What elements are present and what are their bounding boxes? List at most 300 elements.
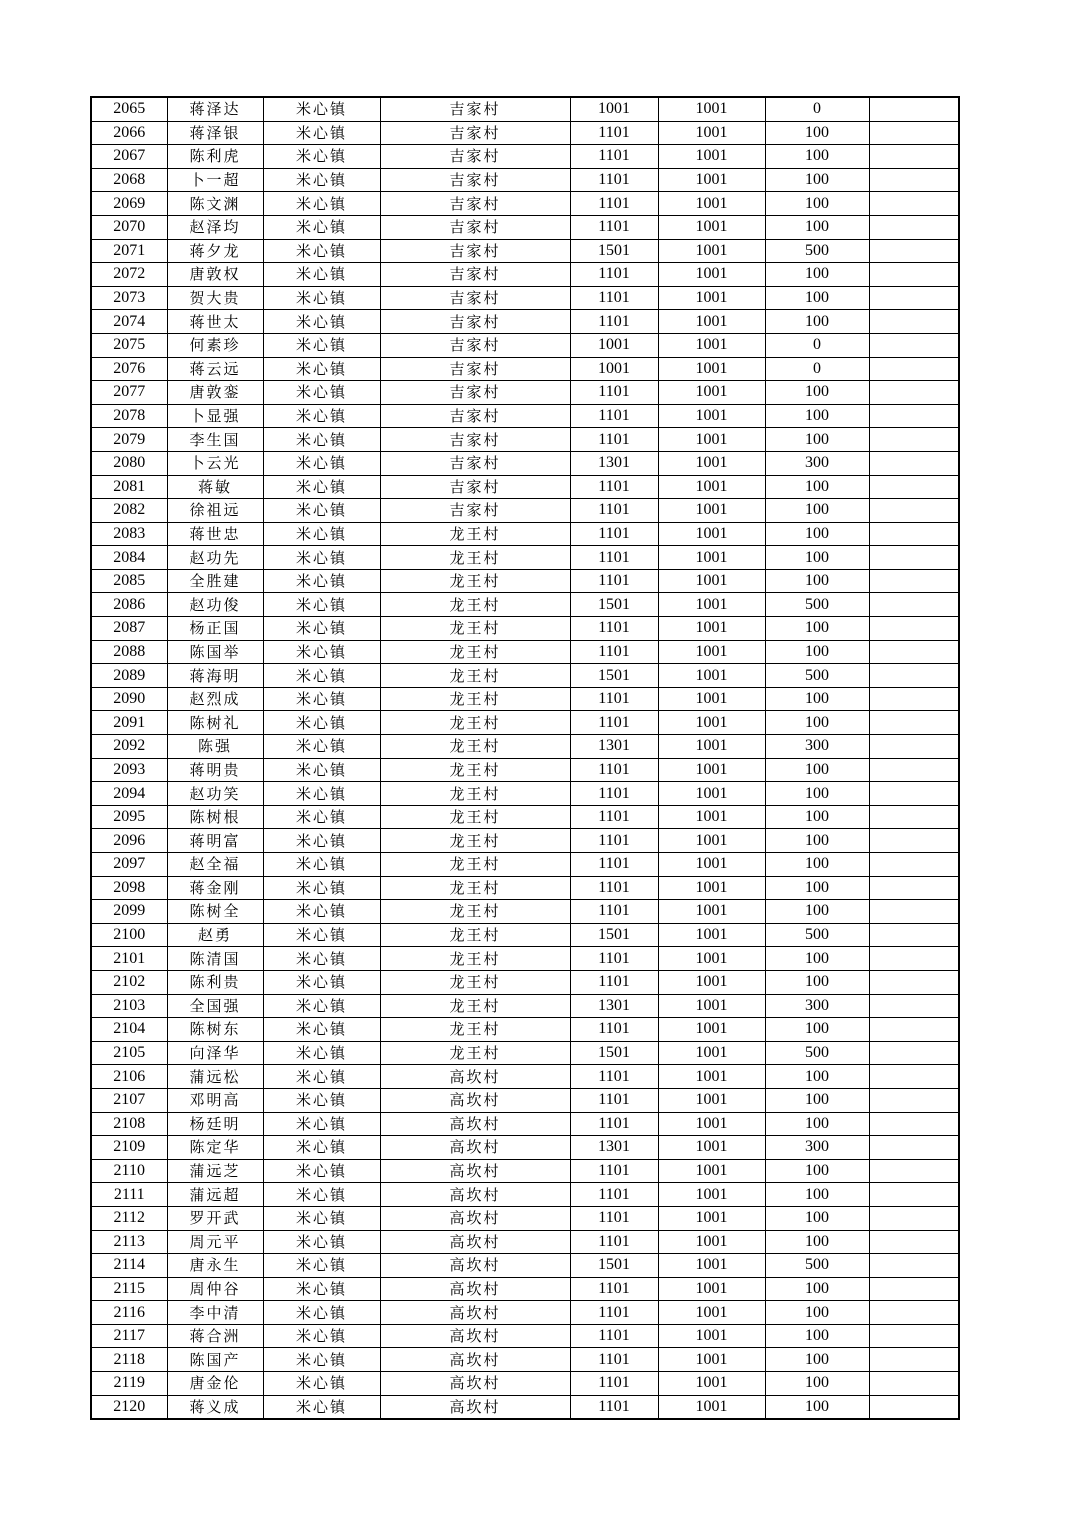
name-cell: 卜一超 bbox=[167, 168, 263, 192]
row-number-cell: 2098 bbox=[91, 876, 167, 900]
row-number-cell: 2119 bbox=[91, 1372, 167, 1396]
table-row bbox=[91, 1018, 959, 1042]
table-row bbox=[91, 451, 959, 475]
amount-cell: 300 bbox=[765, 994, 869, 1018]
table-row bbox=[91, 381, 959, 405]
value-b-cell: 1001 bbox=[658, 546, 765, 570]
value-b-cell: 1001 bbox=[658, 357, 765, 381]
row-number-cell: 2118 bbox=[91, 1348, 167, 1372]
table-row bbox=[91, 687, 959, 711]
village-cell: 高坎村 bbox=[380, 1348, 570, 1372]
table-row bbox=[91, 711, 959, 735]
name-cell: 赵功先 bbox=[167, 546, 263, 570]
town-cell: 米心镇 bbox=[263, 1041, 380, 1065]
row-number-cell: 2095 bbox=[91, 805, 167, 829]
note-cell bbox=[869, 640, 959, 664]
village-cell: 吉家村 bbox=[380, 451, 570, 475]
table-row bbox=[91, 522, 959, 546]
amount-cell: 100 bbox=[765, 145, 869, 169]
town-cell: 米心镇 bbox=[263, 263, 380, 287]
name-cell: 陈国举 bbox=[167, 640, 263, 664]
name-cell: 陈强 bbox=[167, 735, 263, 759]
town-cell: 米心镇 bbox=[263, 617, 380, 641]
value-a-cell: 1101 bbox=[570, 1065, 658, 1089]
table-row bbox=[91, 829, 959, 853]
name-cell: 蒲远芝 bbox=[167, 1159, 263, 1183]
amount-cell: 100 bbox=[765, 1277, 869, 1301]
row-number-cell: 2085 bbox=[91, 569, 167, 593]
value-a-cell: 1101 bbox=[570, 829, 658, 853]
row-number-cell: 2108 bbox=[91, 1112, 167, 1136]
value-a-cell: 1101 bbox=[570, 428, 658, 452]
village-cell: 龙王村 bbox=[380, 569, 570, 593]
town-cell: 米心镇 bbox=[263, 923, 380, 947]
table-row bbox=[91, 970, 959, 994]
town-cell: 米心镇 bbox=[263, 687, 380, 711]
value-a-cell: 1101 bbox=[570, 310, 658, 334]
amount-cell: 100 bbox=[765, 381, 869, 405]
value-b-cell: 1001 bbox=[658, 829, 765, 853]
value-b-cell: 1001 bbox=[658, 333, 765, 357]
village-cell: 龙王村 bbox=[380, 546, 570, 570]
amount-cell: 100 bbox=[765, 711, 869, 735]
value-a-cell: 1001 bbox=[570, 357, 658, 381]
village-cell: 吉家村 bbox=[380, 381, 570, 405]
row-number-cell: 2087 bbox=[91, 617, 167, 641]
value-b-cell: 1001 bbox=[658, 687, 765, 711]
table-row bbox=[91, 428, 959, 452]
amount-cell: 100 bbox=[765, 546, 869, 570]
amount-cell: 100 bbox=[765, 286, 869, 310]
name-cell: 向泽华 bbox=[167, 1041, 263, 1065]
amount-cell: 100 bbox=[765, 1348, 869, 1372]
village-cell: 高坎村 bbox=[380, 1065, 570, 1089]
amount-cell: 100 bbox=[765, 876, 869, 900]
name-cell: 蒋云远 bbox=[167, 357, 263, 381]
name-cell: 蒋泽达 bbox=[167, 97, 263, 121]
village-cell: 高坎村 bbox=[380, 1159, 570, 1183]
note-cell bbox=[869, 168, 959, 192]
table-row bbox=[91, 357, 959, 381]
amount-cell: 500 bbox=[765, 1254, 869, 1278]
row-number-cell: 2103 bbox=[91, 994, 167, 1018]
value-a-cell: 1501 bbox=[570, 664, 658, 688]
amount-cell: 500 bbox=[765, 664, 869, 688]
value-b-cell: 1001 bbox=[658, 428, 765, 452]
town-cell: 米心镇 bbox=[263, 97, 380, 121]
village-cell: 高坎村 bbox=[380, 1324, 570, 1348]
row-number-cell: 2097 bbox=[91, 853, 167, 877]
value-a-cell: 1101 bbox=[570, 1230, 658, 1254]
value-b-cell: 1001 bbox=[658, 310, 765, 334]
town-cell: 米心镇 bbox=[263, 451, 380, 475]
village-cell: 龙王村 bbox=[380, 970, 570, 994]
name-cell: 陈树全 bbox=[167, 900, 263, 924]
amount-cell: 100 bbox=[765, 1159, 869, 1183]
village-cell: 吉家村 bbox=[380, 333, 570, 357]
row-number-cell: 2120 bbox=[91, 1395, 167, 1419]
row-number-cell: 2113 bbox=[91, 1230, 167, 1254]
value-a-cell: 1001 bbox=[570, 97, 658, 121]
town-cell: 米心镇 bbox=[263, 1183, 380, 1207]
row-number-cell: 2084 bbox=[91, 546, 167, 570]
value-a-cell: 1101 bbox=[570, 522, 658, 546]
note-cell bbox=[869, 735, 959, 759]
note-cell bbox=[869, 853, 959, 877]
village-cell: 龙王村 bbox=[380, 735, 570, 759]
amount-cell: 100 bbox=[765, 522, 869, 546]
table-row bbox=[91, 735, 959, 759]
town-cell: 米心镇 bbox=[263, 286, 380, 310]
value-b-cell: 1001 bbox=[658, 1159, 765, 1183]
value-a-cell: 1101 bbox=[570, 145, 658, 169]
row-number-cell: 2082 bbox=[91, 499, 167, 523]
value-a-cell: 1101 bbox=[570, 1018, 658, 1042]
town-cell: 米心镇 bbox=[263, 782, 380, 806]
village-cell: 龙王村 bbox=[380, 1018, 570, 1042]
amount-cell: 300 bbox=[765, 451, 869, 475]
value-b-cell: 1001 bbox=[658, 215, 765, 239]
table-row bbox=[91, 1183, 959, 1207]
amount-cell: 100 bbox=[765, 805, 869, 829]
note-cell bbox=[869, 1230, 959, 1254]
note-cell bbox=[869, 758, 959, 782]
table-row bbox=[91, 1348, 959, 1372]
value-a-cell: 1101 bbox=[570, 1301, 658, 1325]
row-number-cell: 2080 bbox=[91, 451, 167, 475]
village-cell: 龙王村 bbox=[380, 758, 570, 782]
note-cell bbox=[869, 970, 959, 994]
name-cell: 赵泽均 bbox=[167, 215, 263, 239]
table-row bbox=[91, 1230, 959, 1254]
data-table bbox=[90, 96, 960, 1420]
note-cell bbox=[869, 593, 959, 617]
note-cell bbox=[869, 1088, 959, 1112]
amount-cell: 0 bbox=[765, 333, 869, 357]
village-cell: 高坎村 bbox=[380, 1277, 570, 1301]
village-cell: 高坎村 bbox=[380, 1206, 570, 1230]
village-cell: 龙王村 bbox=[380, 829, 570, 853]
row-number-cell: 2072 bbox=[91, 263, 167, 287]
amount-cell: 0 bbox=[765, 97, 869, 121]
village-cell: 吉家村 bbox=[380, 121, 570, 145]
note-cell bbox=[869, 522, 959, 546]
value-a-cell: 1101 bbox=[570, 1277, 658, 1301]
table-row bbox=[91, 499, 959, 523]
note-cell bbox=[869, 239, 959, 263]
row-number-cell: 2070 bbox=[91, 215, 167, 239]
name-cell: 罗开武 bbox=[167, 1206, 263, 1230]
village-cell: 龙王村 bbox=[380, 687, 570, 711]
note-cell bbox=[869, 263, 959, 287]
name-cell: 唐敦权 bbox=[167, 263, 263, 287]
name-cell: 陈文渊 bbox=[167, 192, 263, 216]
row-number-cell: 2094 bbox=[91, 782, 167, 806]
row-number-cell: 2066 bbox=[91, 121, 167, 145]
amount-cell: 500 bbox=[765, 1041, 869, 1065]
value-b-cell: 1001 bbox=[658, 900, 765, 924]
value-a-cell: 1301 bbox=[570, 735, 658, 759]
value-a-cell: 1101 bbox=[570, 1112, 658, 1136]
note-cell bbox=[869, 1372, 959, 1396]
table-row bbox=[91, 215, 959, 239]
amount-cell: 100 bbox=[765, 1183, 869, 1207]
value-a-cell: 1101 bbox=[570, 687, 658, 711]
name-cell: 李生国 bbox=[167, 428, 263, 452]
value-b-cell: 1001 bbox=[658, 593, 765, 617]
row-number-cell: 2079 bbox=[91, 428, 167, 452]
town-cell: 米心镇 bbox=[263, 1065, 380, 1089]
village-cell: 高坎村 bbox=[380, 1301, 570, 1325]
town-cell: 米心镇 bbox=[263, 522, 380, 546]
note-cell bbox=[869, 145, 959, 169]
amount-cell: 100 bbox=[765, 970, 869, 994]
town-cell: 米心镇 bbox=[263, 381, 380, 405]
note-cell bbox=[869, 499, 959, 523]
town-cell: 米心镇 bbox=[263, 876, 380, 900]
value-a-cell: 1101 bbox=[570, 782, 658, 806]
amount-cell: 100 bbox=[765, 1372, 869, 1396]
row-number-cell: 2065 bbox=[91, 97, 167, 121]
village-cell: 高坎村 bbox=[380, 1183, 570, 1207]
value-b-cell: 1001 bbox=[658, 381, 765, 405]
name-cell: 徐祖远 bbox=[167, 499, 263, 523]
value-b-cell: 1001 bbox=[658, 145, 765, 169]
table-row bbox=[91, 994, 959, 1018]
row-number-cell: 2088 bbox=[91, 640, 167, 664]
table-row bbox=[91, 664, 959, 688]
note-cell bbox=[869, 357, 959, 381]
town-cell: 米心镇 bbox=[263, 1372, 380, 1396]
town-cell: 米心镇 bbox=[263, 357, 380, 381]
name-cell: 卜显强 bbox=[167, 404, 263, 428]
value-a-cell: 1101 bbox=[570, 121, 658, 145]
town-cell: 米心镇 bbox=[263, 310, 380, 334]
value-b-cell: 1001 bbox=[658, 1088, 765, 1112]
amount-cell: 100 bbox=[765, 310, 869, 334]
note-cell bbox=[869, 192, 959, 216]
note-cell bbox=[869, 711, 959, 735]
amount-cell: 100 bbox=[765, 121, 869, 145]
row-number-cell: 2104 bbox=[91, 1018, 167, 1042]
name-cell: 周元平 bbox=[167, 1230, 263, 1254]
value-a-cell: 1101 bbox=[570, 1206, 658, 1230]
village-cell: 吉家村 bbox=[380, 97, 570, 121]
row-number-cell: 2099 bbox=[91, 900, 167, 924]
name-cell: 陈国产 bbox=[167, 1348, 263, 1372]
value-b-cell: 1001 bbox=[658, 499, 765, 523]
table-row bbox=[91, 263, 959, 287]
village-cell: 龙王村 bbox=[380, 593, 570, 617]
name-cell: 蒋金刚 bbox=[167, 876, 263, 900]
value-b-cell: 1001 bbox=[658, 1324, 765, 1348]
value-a-cell: 1301 bbox=[570, 1136, 658, 1160]
amount-cell: 100 bbox=[765, 404, 869, 428]
table-row bbox=[91, 1277, 959, 1301]
table-row bbox=[91, 900, 959, 924]
town-cell: 米心镇 bbox=[263, 1206, 380, 1230]
table-row bbox=[91, 1324, 959, 1348]
name-cell: 赵功俊 bbox=[167, 593, 263, 617]
village-cell: 龙王村 bbox=[380, 994, 570, 1018]
name-cell: 蒋明富 bbox=[167, 829, 263, 853]
amount-cell: 100 bbox=[765, 215, 869, 239]
row-number-cell: 2083 bbox=[91, 522, 167, 546]
name-cell: 周仲谷 bbox=[167, 1277, 263, 1301]
table-row bbox=[91, 569, 959, 593]
village-cell: 高坎村 bbox=[380, 1372, 570, 1396]
town-cell: 米心镇 bbox=[263, 1395, 380, 1419]
table-row bbox=[91, 404, 959, 428]
value-b-cell: 1001 bbox=[658, 1018, 765, 1042]
amount-cell: 100 bbox=[765, 1395, 869, 1419]
town-cell: 米心镇 bbox=[263, 805, 380, 829]
table-row bbox=[91, 1395, 959, 1419]
name-cell: 蒋明贵 bbox=[167, 758, 263, 782]
name-cell: 赵全福 bbox=[167, 853, 263, 877]
village-cell: 高坎村 bbox=[380, 1088, 570, 1112]
value-a-cell: 1101 bbox=[570, 546, 658, 570]
amount-cell: 100 bbox=[765, 1324, 869, 1348]
value-b-cell: 1001 bbox=[658, 1041, 765, 1065]
village-cell: 吉家村 bbox=[380, 286, 570, 310]
note-cell bbox=[869, 900, 959, 924]
row-number-cell: 2077 bbox=[91, 381, 167, 405]
note-cell bbox=[869, 876, 959, 900]
table-row bbox=[91, 97, 959, 121]
village-cell: 龙王村 bbox=[380, 522, 570, 546]
value-b-cell: 1001 bbox=[658, 617, 765, 641]
name-cell: 陈定华 bbox=[167, 1136, 263, 1160]
amount-cell: 100 bbox=[765, 1230, 869, 1254]
value-a-cell: 1301 bbox=[570, 994, 658, 1018]
row-number-cell: 2090 bbox=[91, 687, 167, 711]
town-cell: 米心镇 bbox=[263, 829, 380, 853]
value-a-cell: 1101 bbox=[570, 1088, 658, 1112]
town-cell: 米心镇 bbox=[263, 1324, 380, 1348]
amount-cell: 500 bbox=[765, 239, 869, 263]
name-cell: 杨廷明 bbox=[167, 1112, 263, 1136]
town-cell: 米心镇 bbox=[263, 735, 380, 759]
town-cell: 米心镇 bbox=[263, 1112, 380, 1136]
note-cell bbox=[869, 1301, 959, 1325]
value-b-cell: 1001 bbox=[658, 451, 765, 475]
name-cell: 赵功笑 bbox=[167, 782, 263, 806]
value-b-cell: 1001 bbox=[658, 1112, 765, 1136]
note-cell bbox=[869, 286, 959, 310]
value-a-cell: 1101 bbox=[570, 215, 658, 239]
name-cell: 李中清 bbox=[167, 1301, 263, 1325]
town-cell: 米心镇 bbox=[263, 664, 380, 688]
value-a-cell: 1101 bbox=[570, 263, 658, 287]
town-cell: 米心镇 bbox=[263, 970, 380, 994]
amount-cell: 100 bbox=[765, 1206, 869, 1230]
name-cell: 何素珍 bbox=[167, 333, 263, 357]
note-cell bbox=[869, 1206, 959, 1230]
value-a-cell: 1101 bbox=[570, 404, 658, 428]
table-row bbox=[91, 310, 959, 334]
note-cell bbox=[869, 404, 959, 428]
table-row bbox=[91, 1372, 959, 1396]
town-cell: 米心镇 bbox=[263, 404, 380, 428]
note-cell bbox=[869, 1348, 959, 1372]
table-row bbox=[91, 239, 959, 263]
town-cell: 米心镇 bbox=[263, 499, 380, 523]
name-cell: 陈树东 bbox=[167, 1018, 263, 1042]
value-b-cell: 1001 bbox=[658, 522, 765, 546]
value-a-cell: 1501 bbox=[570, 923, 658, 947]
village-cell: 龙王村 bbox=[380, 640, 570, 664]
value-b-cell: 1001 bbox=[658, 1277, 765, 1301]
note-cell bbox=[869, 1277, 959, 1301]
note-cell bbox=[869, 1041, 959, 1065]
village-cell: 吉家村 bbox=[380, 192, 570, 216]
town-cell: 米心镇 bbox=[263, 192, 380, 216]
row-number-cell: 2110 bbox=[91, 1159, 167, 1183]
note-cell bbox=[869, 1159, 959, 1183]
note-cell bbox=[869, 617, 959, 641]
value-b-cell: 1001 bbox=[658, 947, 765, 971]
table-row bbox=[91, 1112, 959, 1136]
amount-cell: 100 bbox=[765, 1112, 869, 1136]
amount-cell: 100 bbox=[765, 687, 869, 711]
value-b-cell: 1001 bbox=[658, 876, 765, 900]
village-cell: 吉家村 bbox=[380, 357, 570, 381]
table-row bbox=[91, 168, 959, 192]
value-a-cell: 1101 bbox=[570, 168, 658, 192]
village-cell: 龙王村 bbox=[380, 947, 570, 971]
name-cell: 陈树根 bbox=[167, 805, 263, 829]
village-cell: 吉家村 bbox=[380, 168, 570, 192]
table-row bbox=[91, 805, 959, 829]
row-number-cell: 2071 bbox=[91, 239, 167, 263]
name-cell: 陈利贵 bbox=[167, 970, 263, 994]
note-cell bbox=[869, 381, 959, 405]
value-b-cell: 1001 bbox=[658, 1136, 765, 1160]
village-cell: 吉家村 bbox=[380, 239, 570, 263]
amount-cell: 100 bbox=[765, 192, 869, 216]
village-cell: 龙王村 bbox=[380, 853, 570, 877]
name-cell: 唐永生 bbox=[167, 1254, 263, 1278]
amount-cell: 100 bbox=[765, 263, 869, 287]
note-cell bbox=[869, 1324, 959, 1348]
table-row bbox=[91, 546, 959, 570]
table-body bbox=[91, 97, 959, 1419]
name-cell: 全胜建 bbox=[167, 569, 263, 593]
table-row bbox=[91, 593, 959, 617]
table-row bbox=[91, 333, 959, 357]
village-cell: 龙王村 bbox=[380, 782, 570, 806]
name-cell: 陈清国 bbox=[167, 947, 263, 971]
village-cell: 吉家村 bbox=[380, 310, 570, 334]
row-number-cell: 2100 bbox=[91, 923, 167, 947]
town-cell: 米心镇 bbox=[263, 1254, 380, 1278]
value-b-cell: 1001 bbox=[658, 475, 765, 499]
village-cell: 高坎村 bbox=[380, 1230, 570, 1254]
row-number-cell: 2091 bbox=[91, 711, 167, 735]
value-b-cell: 1001 bbox=[658, 263, 765, 287]
note-cell bbox=[869, 569, 959, 593]
value-a-cell: 1101 bbox=[570, 1183, 658, 1207]
town-cell: 米心镇 bbox=[263, 428, 380, 452]
village-cell: 吉家村 bbox=[380, 475, 570, 499]
value-a-cell: 1501 bbox=[570, 1254, 658, 1278]
table-row bbox=[91, 1065, 959, 1089]
town-cell: 米心镇 bbox=[263, 1136, 380, 1160]
table-row bbox=[91, 617, 959, 641]
amount-cell: 300 bbox=[765, 735, 869, 759]
value-a-cell: 1101 bbox=[570, 640, 658, 664]
